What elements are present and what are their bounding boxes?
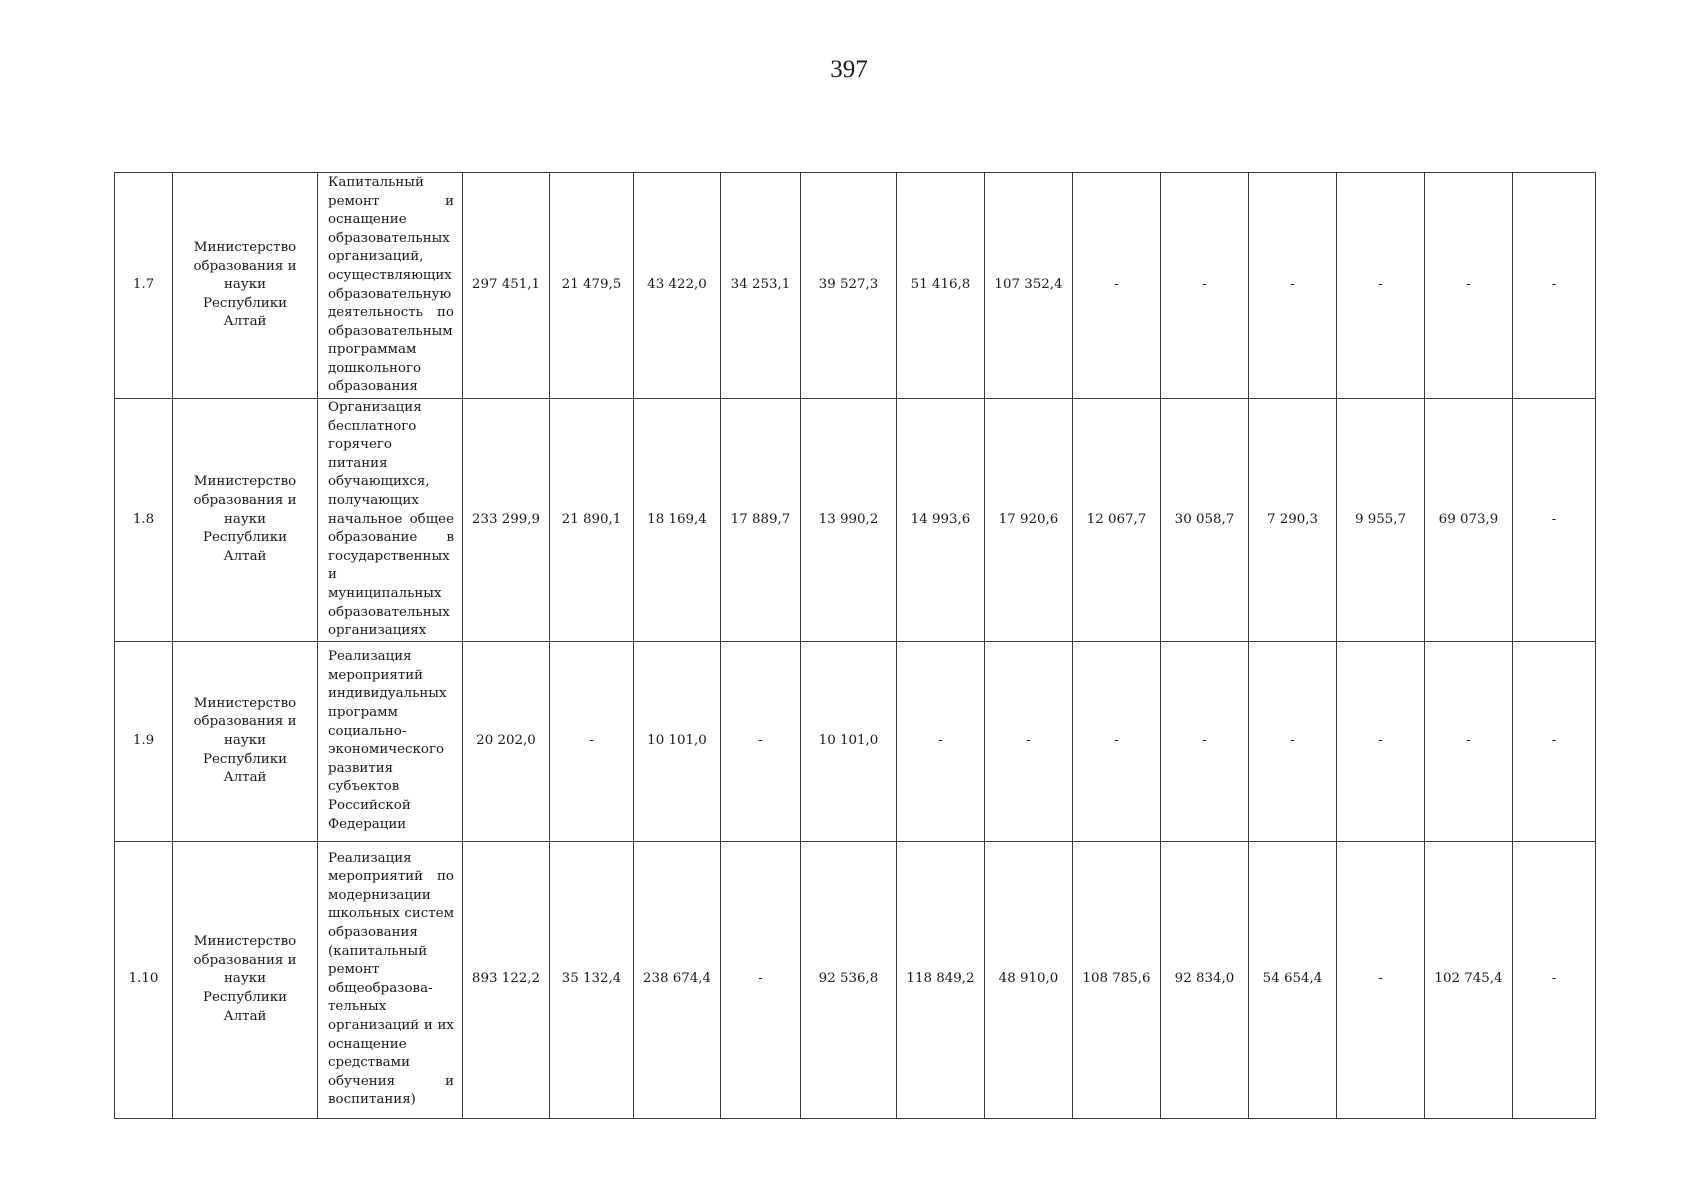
value-cell: 893 122,2 — [463, 841, 550, 1118]
value-cell: 297 451,1 — [463, 173, 550, 399]
value-cell: 51 416,8 — [897, 173, 985, 399]
value-cell: 7 290,3 — [1249, 399, 1337, 642]
value-cell: 48 910,0 — [985, 841, 1073, 1118]
value-cell: 43 422,0 — [634, 173, 721, 399]
value-cell: - — [1073, 173, 1161, 399]
value-cell: - — [1513, 399, 1596, 642]
row-number: 1.7 — [115, 173, 173, 399]
value-cell: 20 202,0 — [463, 641, 550, 841]
row-number: 1.9 — [115, 641, 173, 841]
value-cell: 17 889,7 — [721, 399, 801, 642]
value-cell: - — [1073, 641, 1161, 841]
value-cell: 21 890,1 — [550, 399, 634, 642]
value-cell: 107 352,4 — [985, 173, 1073, 399]
value-cell: - — [1513, 641, 1596, 841]
value-cell: - — [1337, 641, 1425, 841]
value-cell: 108 785,6 — [1073, 841, 1161, 1118]
value-cell: 69 073,9 — [1425, 399, 1513, 642]
value-cell: - — [1249, 641, 1337, 841]
event-name-cell: Реализация мероприятий по модернизации школьных систем образования (капитальный ремонт общеобразова-тельных организаций и их оснащение средствами обучения и воспитания) — [318, 841, 463, 1118]
budget-table — [114, 172, 1596, 1119]
value-cell: - — [1425, 641, 1513, 841]
value-cell: - — [985, 641, 1073, 841]
table-row — [115, 399, 1596, 642]
value-cell: 39 527,3 — [801, 173, 897, 399]
executor-cell: Министерство образования и науки Республики Алтай — [173, 641, 318, 841]
event-name-cell: Реализация мероприятий индивидуальных программ социально-экономического развития субъектов Российской Федерации — [318, 641, 463, 841]
value-cell: - — [1513, 841, 1596, 1118]
event-name-cell: Капитальный ремонт и оснащение образовательных организаций, осуществляющих образовательную деятельность по образовательным программам дошкольного образования — [318, 173, 463, 399]
value-cell: 10 101,0 — [634, 641, 721, 841]
value-cell: - — [897, 641, 985, 841]
table-body — [115, 173, 1596, 1119]
executor-cell: Министерство образования и науки Республики Алтай — [173, 841, 318, 1118]
row-number: 1.8 — [115, 399, 173, 642]
value-cell: 21 479,5 — [550, 173, 634, 399]
value-cell: 34 253,1 — [721, 173, 801, 399]
value-cell: 14 993,6 — [897, 399, 985, 642]
value-cell: 92 536,8 — [801, 841, 897, 1118]
value-cell: 9 955,7 — [1337, 399, 1425, 642]
value-cell: - — [1425, 173, 1513, 399]
value-cell: - — [1337, 841, 1425, 1118]
executor-cell: Министерство образования и науки Республики Алтай — [173, 173, 318, 399]
event-name-cell: Организация бесплатного горячего питания обучающихся, получающих начальное общее образование в государственных и муниципальных образовательных организациях — [318, 399, 463, 642]
page-number: 397 — [830, 56, 868, 83]
value-cell: 12 067,7 — [1073, 399, 1161, 642]
value-cell: - — [1337, 173, 1425, 399]
value-cell: - — [1513, 173, 1596, 399]
value-cell: - — [1161, 173, 1249, 399]
value-cell: - — [721, 841, 801, 1118]
value-cell: 92 834,0 — [1161, 841, 1249, 1118]
value-cell: - — [1249, 173, 1337, 399]
value-cell: - — [550, 641, 634, 841]
row-number: 1.10 — [115, 841, 173, 1118]
value-cell: 102 745,4 — [1425, 841, 1513, 1118]
value-cell: 13 990,2 — [801, 399, 897, 642]
value-cell: 18 169,4 — [634, 399, 721, 642]
value-cell: 54 654,4 — [1249, 841, 1337, 1118]
value-cell: 17 920,6 — [985, 399, 1073, 642]
executor-cell: Министерство образования и науки Республики Алтай — [173, 399, 318, 642]
table-row — [115, 173, 1596, 399]
value-cell: 233 299,9 — [463, 399, 550, 642]
value-cell: 10 101,0 — [801, 641, 897, 841]
value-cell: 118 849,2 — [897, 841, 985, 1118]
table-row — [115, 641, 1596, 841]
value-cell: 35 132,4 — [550, 841, 634, 1118]
table-row — [115, 841, 1596, 1118]
value-cell: 30 058,7 — [1161, 399, 1249, 642]
value-cell: 238 674,4 — [634, 841, 721, 1118]
value-cell: - — [1161, 641, 1249, 841]
value-cell: - — [721, 641, 801, 841]
